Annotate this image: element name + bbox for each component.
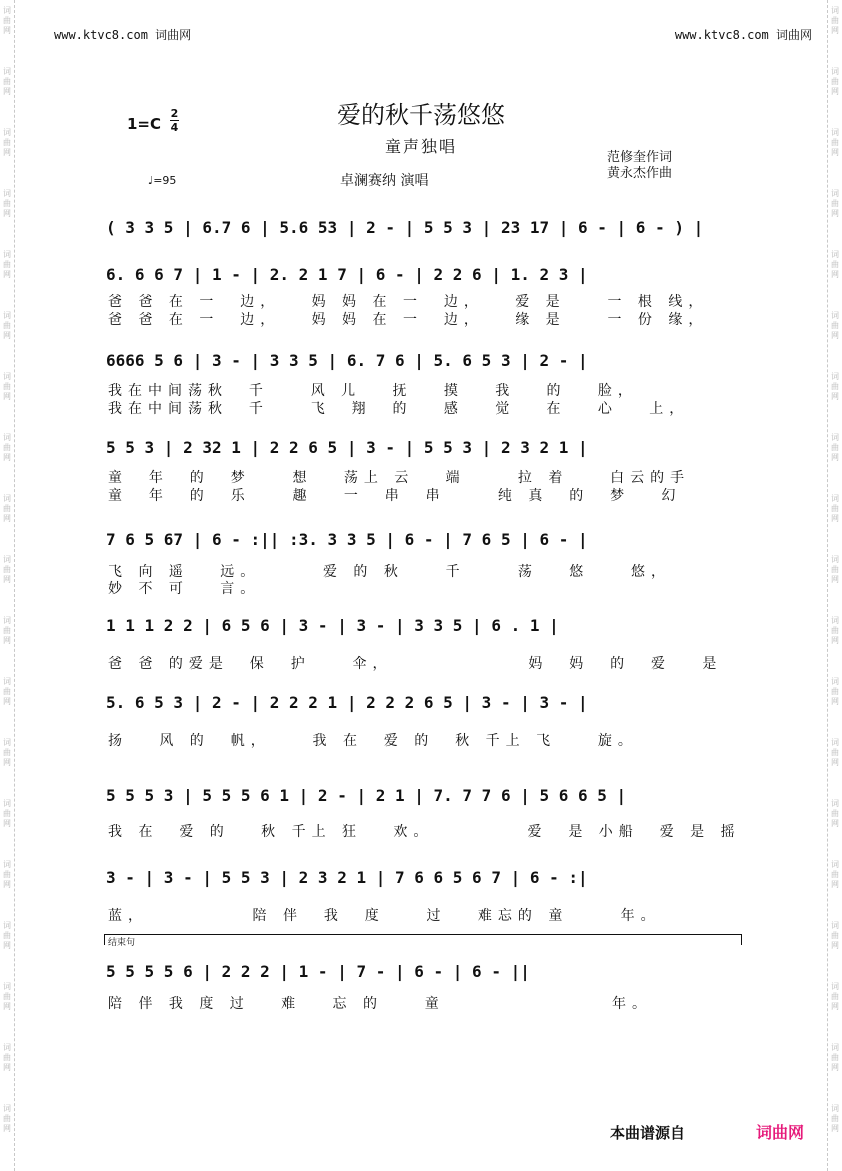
- lyric-row-3b: 我在中间荡秋 千 飞 翔 的 感 觉 在 心 上，: [108, 401, 690, 417]
- credits: [607, 150, 672, 182]
- singer-credit: 卓澜赛纳 演唱: [340, 173, 429, 189]
- side-watermark-text: 词曲网: [831, 189, 839, 218]
- side-watermark-text: 词曲网: [3, 616, 11, 645]
- side-watermark-text: 词曲网: [3, 433, 11, 462]
- lyric-row-10: 陪 伴 我 度 过 难 忘 的 童 年。: [108, 996, 652, 1012]
- score-row-8: 5 5 5 3 | 5 5 5 6 1 | 2 - | 2 1 | 7. 7 7 6 | 5 6 6 5 |: [106, 786, 627, 805]
- score-row-5: 7 6 5 67 | 6 - :|| :3. 3 3 5 | 6 - | 7 6 5 | 6 - |: [106, 530, 588, 549]
- side-watermark-text: 词曲网: [3, 6, 11, 35]
- time-top: 2: [170, 107, 179, 120]
- side-watermark-text: 词曲网: [831, 921, 839, 950]
- footer-logo[interactable]: 词曲网: [756, 1123, 805, 1142]
- lyric-row-6: 爸 爸 的爱是 保 护 伞， 妈 妈 的 爱 是: [108, 656, 723, 672]
- lyric-row-8: 我 在 爱 的 秋 千上 狂 欢。 爱 是 小船 爱 是 摇: [108, 824, 741, 840]
- side-watermark-text: 词曲网: [3, 128, 11, 157]
- score-row-1: ( 3 3 5 | 6.7 6 | 5.6 53 | 2 - | 5 5 3 | 23 17 | 6 - | 6 - ) |: [106, 218, 704, 237]
- composer-credit: 黄永杰作曲: [607, 166, 673, 181]
- time-signature: [170, 108, 179, 133]
- side-watermark-text: 词曲网: [831, 616, 839, 645]
- side-watermark-text: 词曲网: [831, 311, 839, 340]
- side-watermark-text: 词曲网: [3, 921, 11, 950]
- side-watermark-text: 词曲网: [3, 311, 11, 340]
- side-watermark-text: 词曲网: [831, 555, 839, 584]
- side-watermark-text: 词曲网: [3, 738, 11, 767]
- lyric-row-3a: 我在中间荡秋 千 风 儿 抚 摸 我 的 脸，: [108, 383, 638, 399]
- score-row-6: 1 1 1 2 2 | 6 5 6 | 3 - | 3 - | 3 3 5 | 6 . 1 |: [106, 616, 559, 635]
- right-watermark-strip: [827, 0, 842, 1171]
- left-watermark-strip: [0, 0, 15, 1171]
- side-watermark-text: 词曲网: [3, 799, 11, 828]
- site-url-right[interactable]: www.ktvc8.com 词曲网: [674, 28, 812, 42]
- side-watermark-text: 词曲网: [3, 555, 11, 584]
- side-watermark-text: 词曲网: [831, 738, 839, 767]
- side-watermark-text: 词曲网: [831, 250, 839, 279]
- lyricist-credit: 范修奎作词: [607, 150, 673, 165]
- key-signature: 1=C: [127, 115, 162, 133]
- side-watermark-text: 词曲网: [3, 1104, 11, 1133]
- lyric-row-4b: 童 年 的 乐 趣 一 串 串 纯 真 的 梦 幻: [108, 488, 682, 504]
- score-row-3: 6666 5 6 | 3 - | 3 3 5 | 6. 7 6 | 5. 6 5 3 | 2 - |: [106, 351, 588, 370]
- side-watermark-text: 词曲网: [831, 372, 839, 401]
- side-watermark-text: 词曲网: [3, 67, 11, 96]
- lyric-row-4a: 童 年 的 梦 想 荡上 云 端 拉 着 白云的手: [108, 470, 691, 486]
- side-watermark-text: 词曲网: [831, 128, 839, 157]
- side-watermark-text: 词曲网: [3, 494, 11, 523]
- score-row-10: 5 5 5 5 6 | 2 2 2 | 1 - | 7 - | 6 - | 6 - ||: [106, 962, 530, 981]
- lyric-row-5b: 妙 不 可 言。: [108, 581, 261, 597]
- time-bottom: 4: [170, 121, 179, 134]
- side-watermark-text: 词曲网: [831, 799, 839, 828]
- side-watermark-text: 词曲网: [3, 677, 11, 706]
- lyric-row-7: 扬 风 的 帆， 我 在 爱 的 秋 千上 飞 旋。: [108, 733, 638, 749]
- side-watermark-text: 词曲网: [3, 372, 11, 401]
- side-watermark-text: 词曲网: [3, 860, 11, 889]
- side-watermark-text: 词曲网: [831, 1043, 839, 1072]
- side-watermark-text: 词曲网: [831, 494, 839, 523]
- ending-label: 结束句: [108, 938, 136, 948]
- side-watermark-text: 词曲网: [831, 1104, 839, 1133]
- side-watermark-text: 词曲网: [831, 677, 839, 706]
- song-title: 爱的秋千荡悠悠: [337, 101, 505, 129]
- side-watermark-text: 词曲网: [831, 6, 839, 35]
- side-watermark-text: 词曲网: [831, 433, 839, 462]
- ending-bracket: [104, 934, 742, 945]
- site-url-left[interactable]: www.ktvc8.com 词曲网: [54, 28, 192, 42]
- side-watermark-text: 词曲网: [831, 982, 839, 1011]
- lyric-row-9: 蓝， 陪 伴 我 度 过 难忘的 童 年。: [108, 908, 661, 924]
- side-watermark-text: 词曲网: [3, 189, 11, 218]
- footer-source-text: 本曲谱源自: [610, 1124, 686, 1142]
- score-row-9: 3 - | 3 - | 5 5 3 | 2 3 2 1 | 7 6 6 5 6 7 | 6 - :|: [106, 868, 588, 887]
- song-subtitle: 童声独唱: [384, 137, 457, 156]
- lyric-row-2a: 爸 爸 在 一 边， 妈 妈 在 一 边， 爱 是 一 根 线，: [108, 294, 709, 310]
- side-watermark-text: 词曲网: [831, 67, 839, 96]
- lyric-row-2b: 爸 爸 在 一 边， 妈 妈 在 一 边， 缘 是 一 份 缘，: [108, 312, 709, 328]
- score-row-7: 5. 6 5 3 | 2 - | 2 2 2 1 | 2 2 2 6 5 | 3 - | 3 - |: [106, 693, 588, 712]
- score-row-4: 5 5 3 | 2 32 1 | 2 2 6 5 | 3 - | 5 5 3 | 2 3 2 1 |: [106, 438, 588, 457]
- side-watermark-text: 词曲网: [3, 1043, 11, 1072]
- side-watermark-text: 词曲网: [831, 860, 839, 889]
- side-watermark-text: 词曲网: [3, 982, 11, 1011]
- tempo-mark: ♩=95: [148, 174, 177, 187]
- score-row-2: 6. 6 6 7 | 1 - | 2. 2 1 7 | 6 - | 2 2 6 | 1. 2 3 |: [106, 265, 588, 284]
- side-watermark-text: 词曲网: [3, 250, 11, 279]
- lyric-row-5a: 飞 向 遥 远。 爱 的 秋 千 荡 悠 悠，: [108, 564, 672, 580]
